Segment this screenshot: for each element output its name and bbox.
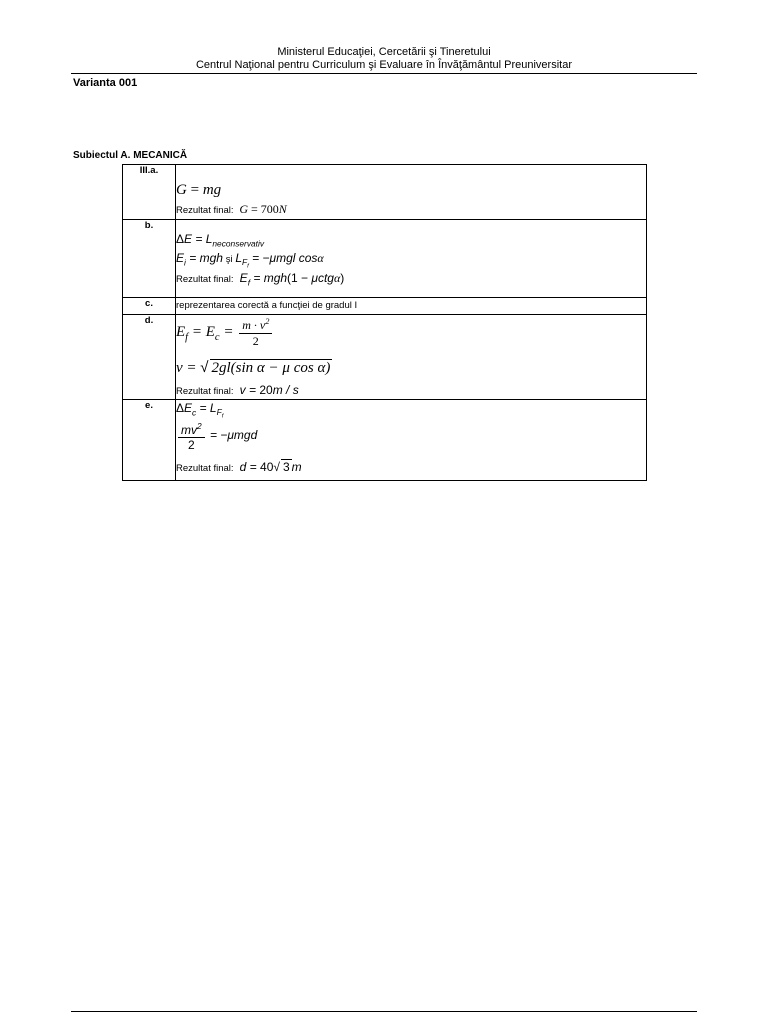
subject-title: Subiectul A. MECANICĂ bbox=[73, 150, 188, 161]
table-row bbox=[123, 315, 647, 400]
formula-initial-energy: $E_i$ = mgh şi $L_{F_f} = -\mu mgl$ cosα bbox=[176, 251, 324, 271]
table-row bbox=[123, 298, 647, 315]
table-row bbox=[123, 220, 647, 298]
table-row bbox=[123, 400, 647, 481]
header-rule bbox=[71, 73, 697, 74]
ministry-title: Ministerul Educaţiei, Cercetării şi Tineretului bbox=[277, 46, 491, 58]
row-label: e. bbox=[123, 400, 176, 481]
and-word: şi bbox=[225, 254, 233, 265]
final-result-line: Rezultat final: d = 40√ 3 m bbox=[176, 460, 302, 474]
result-label: Rezultat final: bbox=[176, 205, 234, 216]
final-result-line: Rezultat final: v = 20m / s bbox=[176, 383, 299, 397]
row-label: III.a. bbox=[123, 165, 176, 220]
row-content bbox=[176, 298, 647, 315]
center-title: Centrul Naţional pentru Curriculum şi Evaluare în Învăţământul Preuniversitar bbox=[195, 59, 572, 71]
formula-stopping: $\frac{mv^2}{2}$ = −μmgd bbox=[176, 421, 646, 459]
final-result-line: Rezultat final: G = 700N bbox=[176, 202, 287, 216]
footer-rule bbox=[71, 1011, 697, 1012]
result-label: Rezultat final: bbox=[176, 386, 234, 397]
formula-energy-work: $\Delta E = L_{neconservativ}$ bbox=[176, 232, 265, 249]
formula-kinetic-work: $\Delta E_c = L_{F_f}$ bbox=[176, 401, 224, 421]
row-label: b. bbox=[123, 220, 176, 298]
solution-table bbox=[122, 164, 647, 481]
formula-weight: G = mg bbox=[176, 182, 222, 198]
final-result-line: Rezultat final: $E_f = mgh(1 - \mu ctg\alpha)$ bbox=[176, 271, 345, 288]
result-label: Rezultat final: bbox=[176, 274, 234, 285]
row-content bbox=[176, 315, 647, 400]
formula-velocity: v = √ 2gl(sin α − μ cos α) bbox=[176, 359, 331, 376]
graph-requirement: reprezentarea corectă a funcţiei de gradul I bbox=[176, 300, 358, 311]
row-label: d. bbox=[123, 315, 176, 400]
row-content bbox=[176, 400, 647, 481]
row-label: c. bbox=[123, 298, 176, 315]
table-row bbox=[123, 165, 647, 220]
row-content bbox=[176, 220, 647, 298]
result-label: Rezultat final: bbox=[176, 463, 234, 474]
row-content bbox=[176, 165, 647, 220]
variant-label: Varianta 001 bbox=[73, 77, 138, 89]
formula-energy-equality: $E_f = E_c$ = $\frac{m \cdot v^2}{2}$ bbox=[176, 317, 646, 359]
